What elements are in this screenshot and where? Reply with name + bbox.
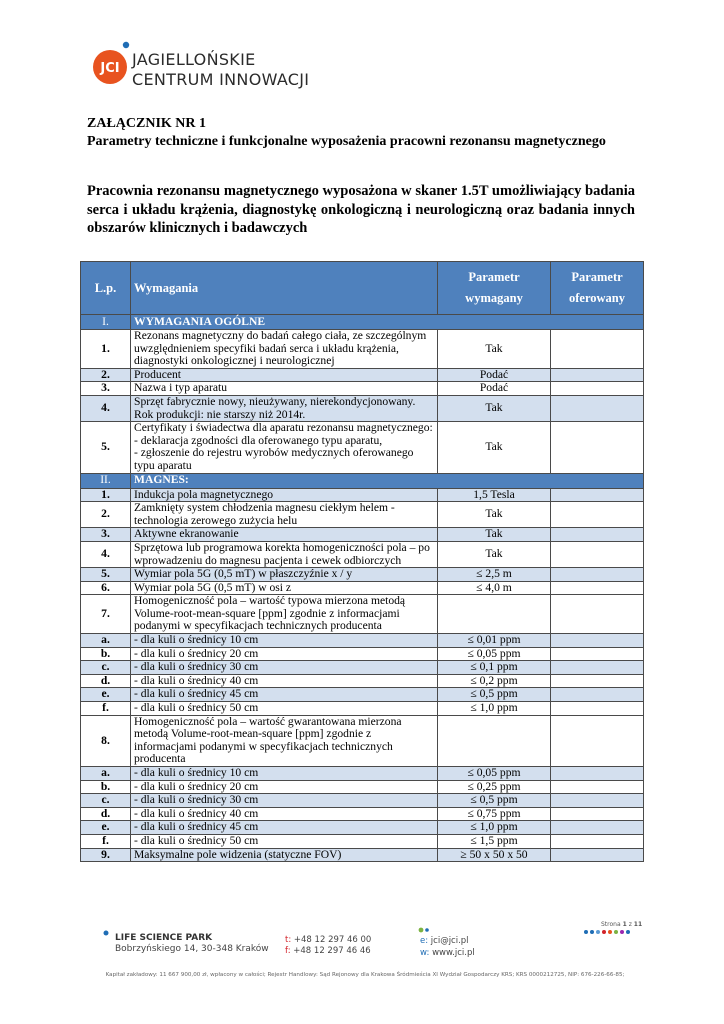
row-offered-value[interactable]	[551, 848, 644, 862]
section-row	[81, 473, 644, 488]
row-lp: 7.	[81, 595, 131, 634]
table-row	[81, 688, 644, 702]
row-required-value: ≤ 0,5 ppm	[438, 688, 551, 702]
row-offered-value[interactable]	[551, 595, 644, 634]
table-row	[81, 382, 644, 396]
row-required-value: Podać	[438, 368, 551, 382]
row-lp: 6.	[81, 581, 131, 595]
row-lp: 4.	[81, 395, 131, 421]
contact-dots-icon	[418, 926, 432, 934]
logo-line-1: JAGIELLOŃSKIE	[132, 50, 256, 69]
row-required-value: ≤ 0,5 ppm	[438, 794, 551, 808]
table-row	[81, 581, 644, 595]
row-requirement: - dla kuli o średnicy 40 cm	[131, 807, 438, 821]
row-required-value	[438, 595, 551, 634]
row-offered-value[interactable]	[551, 834, 644, 848]
row-offered-value[interactable]	[551, 541, 644, 567]
email-label: e:	[420, 936, 429, 946]
row-required-value: ≤ 1,5 ppm	[438, 834, 551, 848]
table-row	[81, 634, 644, 648]
row-requirement: - dla kuli o średnicy 20 cm	[131, 647, 438, 661]
row-required-value	[438, 715, 551, 766]
section-title: WYMAGANIA OGÓLNE	[131, 315, 644, 330]
row-requirement: Zamknięty system chłodzenia magnesu ciekłym helem - technologia zerowego zużycia helu	[131, 502, 438, 528]
row-offered-value[interactable]	[551, 528, 644, 542]
row-requirement: - dla kuli o średnicy 10 cm	[131, 634, 438, 648]
row-requirement: Homogeniczność pola – wartość typowa mierzona metodą Volume-root-mean-square [ppm] zgodnie z informacjami podanymi w specyfikacjach technicznych producenta	[131, 595, 438, 634]
row-offered-value[interactable]	[551, 330, 644, 369]
page-dots-icon	[583, 928, 639, 936]
lsp-dots-icon	[103, 929, 113, 937]
tel-value: +48 12 297 46 00	[293, 935, 372, 945]
table-row	[81, 807, 644, 821]
table-header-row	[81, 262, 644, 315]
row-required-value: ≤ 0,75 ppm	[438, 807, 551, 821]
intro-paragraph: Pracownia rezonansu magnetycznego wyposażona w skaner 1.5T umożliwiający badania serca i układu krążenia, diagnostykę onkologiczną i neurologiczną oraz badania innych obszarów klinicznych i badawczych	[87, 183, 635, 236]
row-requirement: Homogeniczność pola – wartość gwarantowana mierzona metodą Volume-root-mean-square [ppm] zgodnie z informacjami podanymi w specyfikacjach technicznych producenta	[131, 715, 438, 766]
row-offered-value[interactable]	[551, 702, 644, 716]
row-required-value: ≤ 0,2 ppm	[438, 674, 551, 688]
row-offered-value[interactable]	[551, 368, 644, 382]
table-row	[81, 330, 644, 369]
row-requirement: Sprzętowa lub programowa korekta homogeniczności pola – po wprowadzeniu do magnesu pacjenta i cewek odbiorczych	[131, 541, 438, 567]
row-requirement: Producent	[131, 368, 438, 382]
row-lp: 3.	[81, 382, 131, 396]
document-subtitle: Parametry techniczne i funkcjonalne wyposażenia pracowni rezonansu magnetycznego	[87, 134, 606, 149]
row-lp: 1.	[81, 330, 131, 369]
row-requirement: Maksymalne pole widzenia (statyczne FOV)	[131, 848, 438, 862]
row-offered-value[interactable]	[551, 395, 644, 421]
row-required-value: ≤ 0,25 ppm	[438, 780, 551, 794]
logo-line-2: CENTRUM INNOWACJI	[132, 70, 310, 89]
header-wymagania: Wymagania	[131, 262, 438, 315]
row-requirement: - dla kuli o średnicy 10 cm	[131, 767, 438, 781]
row-offered-value[interactable]	[551, 780, 644, 794]
row-offered-value[interactable]	[551, 715, 644, 766]
row-required-value: Tak	[438, 541, 551, 567]
row-offered-value[interactable]	[551, 794, 644, 808]
footer-park-address: Bobrzyńskiego 14, 30-348 Kraków	[115, 944, 269, 954]
row-required-value: ≤ 1,0 ppm	[438, 821, 551, 835]
row-requirement: Aktywne ekranowanie	[131, 528, 438, 542]
table-row	[81, 834, 644, 848]
row-lp: f.	[81, 834, 131, 848]
row-offered-value[interactable]	[551, 634, 644, 648]
row-lp: d.	[81, 674, 131, 688]
page-number	[601, 921, 642, 928]
row-lp: 9.	[81, 848, 131, 862]
table-row	[81, 715, 644, 766]
table-row	[81, 647, 644, 661]
row-required-value: 1,5 Tesla	[438, 488, 551, 502]
row-requirement: Sprzęt fabrycznie nowy, nieużywany, nierekondycjonowany. Rok produkcji: nie starszy niż 2014r.	[131, 395, 438, 421]
table-row	[81, 848, 644, 862]
table-row	[81, 422, 644, 473]
row-offered-value[interactable]	[551, 674, 644, 688]
row-requirement: - dla kuli o średnicy 45 cm	[131, 688, 438, 702]
email-value[interactable]: jci@jci.pl	[430, 936, 469, 946]
row-required-value: ≤ 0,05 ppm	[438, 767, 551, 781]
row-lp: d.	[81, 807, 131, 821]
row-offered-value[interactable]	[551, 661, 644, 675]
row-lp: a.	[81, 767, 131, 781]
section-title: MAGNES:	[131, 473, 644, 488]
row-offered-value[interactable]	[551, 581, 644, 595]
row-requirement: - dla kuli o średnicy 50 cm	[131, 834, 438, 848]
row-requirement: Indukcja pola magnetycznego	[131, 488, 438, 502]
logo-wordmark	[132, 50, 309, 90]
table-row	[81, 395, 644, 421]
row-offered-value[interactable]	[551, 767, 644, 781]
table-row	[81, 502, 644, 528]
logo-short-text: JCI	[100, 61, 120, 76]
row-lp: b.	[81, 780, 131, 794]
footer-address	[115, 933, 269, 955]
table-row	[81, 794, 644, 808]
row-required-value: ≤ 1,0 ppm	[438, 702, 551, 716]
row-offered-value[interactable]	[551, 568, 644, 582]
www-value[interactable]: www.jci.pl	[432, 948, 475, 958]
tel-label: t:	[285, 935, 292, 945]
page-total: 11	[633, 921, 643, 928]
footer-contacts	[420, 935, 475, 959]
fax-value: +48 12 297 46 46	[293, 946, 371, 956]
table-row	[81, 488, 644, 502]
section-number: I.	[81, 315, 131, 330]
row-required-value: Tak	[438, 330, 551, 369]
page-label: Strona	[601, 921, 621, 928]
row-lp: e.	[81, 688, 131, 702]
row-offered-value[interactable]	[551, 488, 644, 502]
requirements-table	[80, 261, 644, 862]
row-offered-value[interactable]	[551, 422, 644, 473]
row-required-value: Podać	[438, 382, 551, 396]
table-body	[81, 315, 644, 862]
row-required-value: ≤ 4,0 m	[438, 581, 551, 595]
row-offered-value[interactable]	[551, 647, 644, 661]
row-required-value: ≤ 0,01 ppm	[438, 634, 551, 648]
row-lp: 5.	[81, 422, 131, 473]
row-lp: b.	[81, 647, 131, 661]
table-row	[81, 368, 644, 382]
table-row	[81, 780, 644, 794]
table-row	[81, 661, 644, 675]
row-requirement: - dla kuli o średnicy 50 cm	[131, 702, 438, 716]
row-requirement: - dla kuli o średnicy 40 cm	[131, 674, 438, 688]
row-required-value: ≤ 2,5 m	[438, 568, 551, 582]
row-required-value: Tak	[438, 422, 551, 473]
row-lp: 1.	[81, 488, 131, 502]
row-requirement: Certyfikaty i świadectwa dla aparatu rezonansu magnetycznego: - deklaracja zgodności dla oferowanego typu aparatu, - zgłoszenie do rejestru wyrobów medycznych oferowanego typu aparatu	[131, 422, 438, 473]
row-lp: f.	[81, 702, 131, 716]
row-lp: 3.	[81, 528, 131, 542]
row-required-value: Tak	[438, 395, 551, 421]
legal-footer: Kapitał zakładowy: 11 667 900,00 zł, wpłacony w całości; Rejestr Handlowy: Sąd Rejonowy dla Krakowa Śródmieścia XI Wydział Gospodarczy KRS; KRS 0000212725, NIP: 676-226-66-85;	[105, 972, 625, 978]
header-parametr-wymagany: Parametr wymagany	[438, 262, 551, 315]
row-required-value: Tak	[438, 502, 551, 528]
document-title: ZAŁĄCZNIK NR 1	[87, 116, 207, 131]
row-requirement: - dla kuli o średnicy 45 cm	[131, 821, 438, 835]
logo-dot-icon	[123, 42, 129, 48]
row-required-value: ≤ 0,05 ppm	[438, 647, 551, 661]
page-of: z	[628, 921, 632, 928]
row-requirement: - dla kuli o średnicy 30 cm	[131, 794, 438, 808]
row-required-value: ≥ 50 x 50 x 50	[438, 848, 551, 862]
row-required-value: ≤ 0,1 ppm	[438, 661, 551, 675]
section-number: II.	[81, 473, 131, 488]
row-requirement: Nazwa i typ aparatu	[131, 382, 438, 396]
table-row	[81, 821, 644, 835]
table-row	[81, 595, 644, 634]
row-lp: 4.	[81, 541, 131, 567]
footer-phones	[285, 935, 371, 957]
fax-label: f:	[285, 946, 291, 956]
table-row	[81, 568, 644, 582]
section-row	[81, 315, 644, 330]
table-row	[81, 528, 644, 542]
row-required-value: Tak	[438, 528, 551, 542]
row-offered-value[interactable]	[551, 688, 644, 702]
row-offered-value[interactable]	[551, 502, 644, 528]
row-lp: 8.	[81, 715, 131, 766]
row-offered-value[interactable]	[551, 807, 644, 821]
page-current: 1	[622, 921, 627, 928]
row-offered-value[interactable]	[551, 821, 644, 835]
row-requirement: Rezonans magnetyczny do badań całego ciała, ze szczególnym uwzględnieniem specyfiki badań serca i układu krążenia, diagnostyki onkologicznej i neurologicznej	[131, 330, 438, 369]
row-lp: 2.	[81, 368, 131, 382]
row-offered-value[interactable]	[551, 382, 644, 396]
footer-park-name: LIFE SCIENCE PARK	[115, 933, 213, 943]
row-lp: 2.	[81, 502, 131, 528]
row-requirement: Wymiar pola 5G (0,5 mT) w osi z	[131, 581, 438, 595]
row-requirement: - dla kuli o średnicy 30 cm	[131, 661, 438, 675]
header-lp: L.p.	[81, 262, 131, 315]
row-lp: c.	[81, 794, 131, 808]
row-lp: c.	[81, 661, 131, 675]
www-label: w:	[420, 948, 430, 958]
row-lp: 5.	[81, 568, 131, 582]
header-parametr-oferowany: Parametr oferowany	[551, 262, 644, 315]
table-row	[81, 767, 644, 781]
row-requirement: Wymiar pola 5G (0,5 mT) w płaszczyźnie x / y	[131, 568, 438, 582]
row-lp: a.	[81, 634, 131, 648]
row-requirement: - dla kuli o średnicy 20 cm	[131, 780, 438, 794]
table-row	[81, 541, 644, 567]
table-row	[81, 674, 644, 688]
row-lp: e.	[81, 821, 131, 835]
table-row	[81, 702, 644, 716]
